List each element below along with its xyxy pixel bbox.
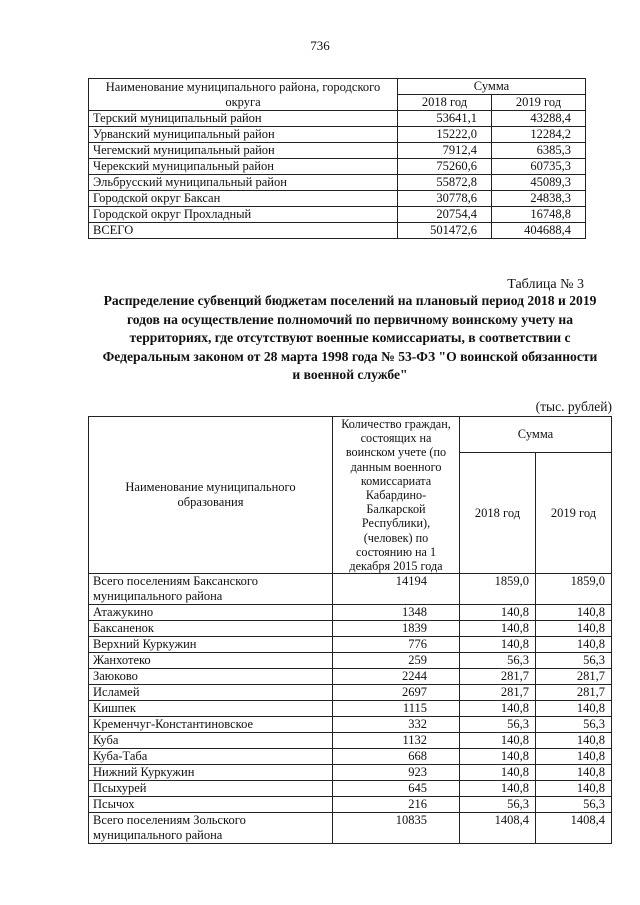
value-2018: 140,8	[460, 605, 536, 621]
table-row	[89, 191, 586, 207]
header-sum: Сумма	[398, 79, 586, 95]
municipality-name: Куба-Таба	[89, 749, 333, 765]
value-2019: 140,8	[536, 733, 612, 749]
value-2018: 56,3	[460, 653, 536, 669]
value-2018: 15222,0	[398, 127, 492, 143]
municipality-name: Атажукино	[89, 605, 333, 621]
value-2019: 56,3	[536, 653, 612, 669]
citizen-count: 332	[333, 717, 460, 733]
table-row	[89, 813, 612, 844]
district-name: Городской округ Прохладный	[89, 207, 398, 223]
header-sum: Сумма	[460, 417, 612, 453]
citizen-count: 645	[333, 781, 460, 797]
value-2019: 140,8	[536, 621, 612, 637]
value-2019: 12284,2	[492, 127, 586, 143]
citizen-count: 776	[333, 637, 460, 653]
value-2018: 7912,4	[398, 143, 492, 159]
table-row	[89, 685, 612, 701]
value-2019: 1859,0	[536, 574, 612, 605]
table-row	[89, 143, 586, 159]
table-row	[89, 717, 612, 733]
table-row	[89, 207, 586, 223]
value-2018: 20754,4	[398, 207, 492, 223]
citizen-count: 259	[333, 653, 460, 669]
citizen-count: 10835	[333, 813, 460, 844]
value-2018: 140,8	[460, 637, 536, 653]
municipality-name: Кременчуг-Константиновское	[89, 717, 333, 733]
value-2019: 404688,4	[492, 223, 586, 239]
table-row	[89, 175, 586, 191]
citizen-count: 1839	[333, 621, 460, 637]
municipality-name: Заюково	[89, 669, 333, 685]
table-label: Таблица № 3	[507, 277, 584, 292]
municipality-name: Баксаненок	[89, 621, 333, 637]
value-2019: 140,8	[536, 605, 612, 621]
value-2018: 140,8	[460, 733, 536, 749]
value-2019: 24838,3	[492, 191, 586, 207]
value-2018: 140,8	[460, 765, 536, 781]
table-row	[89, 574, 612, 605]
subsidy-table-districts	[88, 78, 586, 239]
value-2019: 140,8	[536, 637, 612, 653]
table-row	[89, 781, 612, 797]
value-2019: 43288,4	[492, 111, 586, 127]
citizen-count: 1348	[333, 605, 460, 621]
value-2018: 140,8	[460, 701, 536, 717]
municipality-name: Псычох	[89, 797, 333, 813]
citizen-count: 1132	[333, 733, 460, 749]
table-row	[89, 637, 612, 653]
municipality-name: Жанхотеко	[89, 653, 333, 669]
value-2018: 1859,0	[460, 574, 536, 605]
table-row	[89, 733, 612, 749]
table-row	[89, 605, 612, 621]
table-row	[89, 159, 586, 175]
table-row	[89, 621, 612, 637]
value-2018: 140,8	[460, 749, 536, 765]
citizen-count: 14194	[333, 574, 460, 605]
citizen-count: 2244	[333, 669, 460, 685]
value-2018: 56,3	[460, 717, 536, 733]
district-name: Эльбрусский муниципальный район	[89, 175, 398, 191]
municipality-name: Исламей	[89, 685, 333, 701]
table-title: Распределение субвенций бюджетам поселений на плановый период 2018 и 2019 годов на осуществление полномочий по первичному воинскому учету на территориях, где отсутствуют военные комиссариаты, в соответствии с Федеральным законом от 28 марта 1998 года № 53-ФЗ "О воинской обязанности и военной службе"	[102, 293, 598, 382]
value-2019: 281,7	[536, 669, 612, 685]
district-name: ВСЕГО	[89, 223, 398, 239]
value-2019: 140,8	[536, 701, 612, 717]
value-2019: 1408,4	[536, 813, 612, 844]
header-municipality-name: Наименование муниципального образования	[89, 417, 333, 574]
value-2019: 56,3	[536, 797, 612, 813]
value-2018: 53641,1	[398, 111, 492, 127]
citizen-count: 1115	[333, 701, 460, 717]
municipality-name: Псыхурей	[89, 781, 333, 797]
value-2019: 60735,3	[492, 159, 586, 175]
header-year-2018: 2018 год	[460, 453, 536, 574]
value-2019: 281,7	[536, 685, 612, 701]
unit-note: (тыс. рублей)	[535, 399, 612, 414]
value-2019: 6385,3	[492, 143, 586, 159]
district-name: Терский муниципальный район	[89, 111, 398, 127]
value-2018: 281,7	[460, 685, 536, 701]
value-2018: 56,3	[460, 797, 536, 813]
header-year-2019: 2019 год	[492, 95, 586, 111]
subsidy-table-settlements	[88, 416, 612, 844]
header-year-2019: 2019 год	[536, 453, 612, 574]
table-row	[89, 749, 612, 765]
table-row	[89, 765, 612, 781]
table-row	[89, 127, 586, 143]
municipality-name: Куба	[89, 733, 333, 749]
value-2018: 75260,6	[398, 159, 492, 175]
value-2018: 281,7	[460, 669, 536, 685]
table-row	[89, 669, 612, 685]
municipality-name: Всего поселениям Баксанского муниципального района	[89, 574, 333, 605]
citizen-count: 2697	[333, 685, 460, 701]
table-row	[89, 223, 586, 239]
value-2019: 140,8	[536, 781, 612, 797]
value-2018: 140,8	[460, 781, 536, 797]
value-2019: 45089,3	[492, 175, 586, 191]
municipality-name: Всего поселениям Зольского муниципального района	[89, 813, 333, 844]
citizen-count: 668	[333, 749, 460, 765]
municipality-name: Нижний Куркужин	[89, 765, 333, 781]
table-row	[89, 701, 612, 717]
table-row	[89, 111, 586, 127]
value-2019: 140,8	[536, 749, 612, 765]
district-name: Урванский муниципальный район	[89, 127, 398, 143]
municipality-name: Кишпек	[89, 701, 333, 717]
district-name: Городской округ Баксан	[89, 191, 398, 207]
citizen-count: 216	[333, 797, 460, 813]
header-year-2018: 2018 год	[398, 95, 492, 111]
value-2019: 56,3	[536, 717, 612, 733]
value-2019: 140,8	[536, 765, 612, 781]
table-row	[89, 653, 612, 669]
header-district-name: Наименование муниципального района, городского округа	[89, 79, 398, 111]
page-number: 736	[310, 38, 330, 53]
value-2018: 1408,4	[460, 813, 536, 844]
value-2019: 16748,8	[492, 207, 586, 223]
value-2018: 30778,6	[398, 191, 492, 207]
citizen-count: 923	[333, 765, 460, 781]
header-citizen-count: Количество граждан, состоящих на воинском учете (по данным военного комиссариата Кабардино-Балкарской Республики), (человек) по состоянию на 1 декабря 2015 года	[333, 417, 460, 574]
district-name: Чегемский муниципальный район	[89, 143, 398, 159]
value-2018: 501472,6	[398, 223, 492, 239]
table-row	[89, 797, 612, 813]
value-2018: 55872,8	[398, 175, 492, 191]
municipality-name: Верхний Куркужин	[89, 637, 333, 653]
value-2018: 140,8	[460, 621, 536, 637]
district-name: Черекский муниципальный район	[89, 159, 398, 175]
